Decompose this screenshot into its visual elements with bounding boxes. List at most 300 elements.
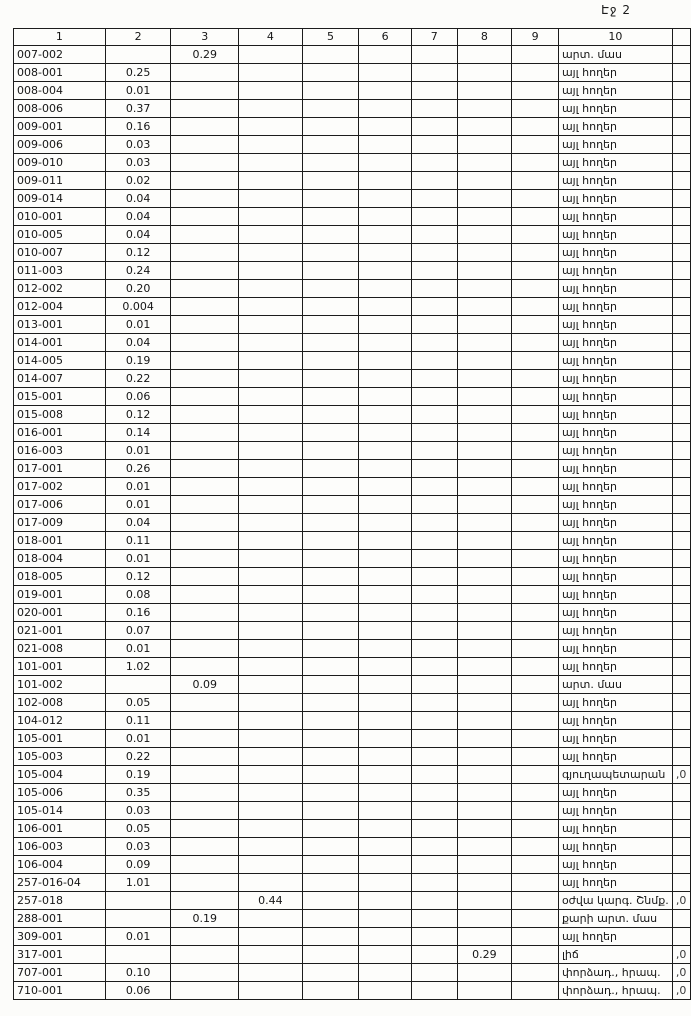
cell-col-4: [239, 676, 303, 694]
cell-col-2: 0.01: [105, 442, 171, 460]
cell-col-3: [171, 370, 239, 388]
cell-col-1: 009-011: [14, 172, 106, 190]
table-body: [14, 46, 691, 1000]
margin-note-header: [672, 29, 690, 46]
cell-col-10: քարի արտ. մաս: [558, 910, 672, 928]
cell-col-10: այլ հողեր: [558, 496, 672, 514]
table-row: [14, 298, 691, 316]
cell-col-1: 106-003: [14, 838, 106, 856]
cell-col-2: 0.19: [105, 766, 171, 784]
cell-col-2: 0.09: [105, 856, 171, 874]
cell-col-4: [239, 82, 303, 100]
cell-col-7: [411, 694, 457, 712]
cell-col-5: [302, 856, 359, 874]
cell-col-5: [302, 208, 359, 226]
cell-col-6: [359, 298, 412, 316]
cell-col-6: [359, 928, 412, 946]
cell-col-3: [171, 82, 239, 100]
margin-note: [672, 460, 690, 478]
cell-col-5: [302, 334, 359, 352]
cell-col-7: [411, 604, 457, 622]
cell-col-9: [512, 730, 559, 748]
cell-col-10: այլ հողեր: [558, 532, 672, 550]
cell-col-4: [239, 334, 303, 352]
cell-col-4: [239, 208, 303, 226]
cell-col-3: [171, 280, 239, 298]
cell-col-4: [239, 712, 303, 730]
cell-col-10: արտ. մաս: [558, 676, 672, 694]
cell-col-7: [411, 550, 457, 568]
cell-col-7: [411, 388, 457, 406]
cell-col-5: [302, 118, 359, 136]
cell-col-9: [512, 604, 559, 622]
cell-col-2: 0.06: [105, 982, 171, 1000]
cell-col-5: [302, 82, 359, 100]
cell-col-8: [457, 748, 512, 766]
margin-note: [672, 64, 690, 82]
cell-col-1: 017-001: [14, 460, 106, 478]
page-number-label: Էջ 2: [601, 3, 631, 17]
margin-note: [672, 226, 690, 244]
cell-col-1: 317-001: [14, 946, 106, 964]
cell-col-2: 1.01: [105, 874, 171, 892]
table-row: [14, 658, 691, 676]
margin-note: ,0: [672, 946, 690, 964]
margin-note: ,0: [672, 766, 690, 784]
cell-col-1: 101-001: [14, 658, 106, 676]
table-row: [14, 712, 691, 730]
cell-col-7: [411, 154, 457, 172]
cell-col-2: 1.02: [105, 658, 171, 676]
cell-col-10: այլ հողեր: [558, 838, 672, 856]
cell-col-7: [411, 928, 457, 946]
cell-col-10: այլ հողեր: [558, 514, 672, 532]
cell-col-3: [171, 964, 239, 982]
cell-col-3: [171, 892, 239, 910]
table-row: [14, 496, 691, 514]
cell-col-4: [239, 226, 303, 244]
cell-col-10: լիճ: [558, 946, 672, 964]
cell-col-6: [359, 874, 412, 892]
cell-col-5: [302, 190, 359, 208]
cell-col-3: [171, 712, 239, 730]
cell-col-10: այլ հողեր: [558, 856, 672, 874]
cell-col-10: այլ հողեր: [558, 100, 672, 118]
cell-col-3: [171, 226, 239, 244]
cell-col-6: [359, 370, 412, 388]
margin-note: [672, 478, 690, 496]
cell-col-3: [171, 190, 239, 208]
table-row: [14, 820, 691, 838]
cell-col-10: այլ հողեր: [558, 658, 672, 676]
cell-col-1: 104-012: [14, 712, 106, 730]
margin-note: [672, 388, 690, 406]
cell-col-4: [239, 46, 303, 64]
cell-col-8: [457, 46, 512, 64]
cell-col-6: [359, 262, 412, 280]
cell-col-5: [302, 406, 359, 424]
margin-note: [672, 802, 690, 820]
cell-col-8: [457, 514, 512, 532]
cell-col-10: այլ հողեր: [558, 478, 672, 496]
cell-col-9: [512, 46, 559, 64]
cell-col-1: 008-006: [14, 100, 106, 118]
table-row: [14, 766, 691, 784]
cell-col-10: այլ հողեր: [558, 568, 672, 586]
cell-col-5: [302, 424, 359, 442]
cell-col-10: գյուղապետարան: [558, 766, 672, 784]
cell-col-5: [302, 928, 359, 946]
cell-col-1: 288-001: [14, 910, 106, 928]
cell-col-7: [411, 442, 457, 460]
cell-col-2: 0.26: [105, 460, 171, 478]
cell-col-10: այլ հողեր: [558, 748, 672, 766]
table-row: [14, 388, 691, 406]
cell-col-3: [171, 64, 239, 82]
cell-col-4: [239, 370, 303, 388]
margin-note: [672, 136, 690, 154]
cell-col-1: 009-001: [14, 118, 106, 136]
table-row: [14, 856, 691, 874]
cell-col-9: [512, 514, 559, 532]
cell-col-8: [457, 136, 512, 154]
cell-col-2: 0.08: [105, 586, 171, 604]
cell-col-7: [411, 136, 457, 154]
cell-col-7: [411, 226, 457, 244]
cell-col-7: [411, 190, 457, 208]
cell-col-8: [457, 334, 512, 352]
cell-col-4: [239, 154, 303, 172]
cell-col-4: [239, 352, 303, 370]
cell-col-1: 105-014: [14, 802, 106, 820]
cell-col-4: [239, 478, 303, 496]
cell-col-1: 020-001: [14, 604, 106, 622]
cell-col-6: [359, 208, 412, 226]
margin-note: [672, 316, 690, 334]
cell-col-6: [359, 154, 412, 172]
cell-col-6: [359, 406, 412, 424]
cell-col-5: [302, 262, 359, 280]
cell-col-4: [239, 982, 303, 1000]
cell-col-4: [239, 838, 303, 856]
table-row: [14, 892, 691, 910]
cell-col-2: 0.16: [105, 118, 171, 136]
cell-col-9: [512, 874, 559, 892]
cell-col-9: [512, 118, 559, 136]
cell-col-3: [171, 136, 239, 154]
cell-col-8: [457, 460, 512, 478]
margin-note: ,0: [672, 964, 690, 982]
cell-col-10: այլ հողեր: [558, 316, 672, 334]
cell-col-5: [302, 676, 359, 694]
cell-col-1: 105-004: [14, 766, 106, 784]
cell-col-9: [512, 640, 559, 658]
cell-col-7: [411, 424, 457, 442]
cell-col-1: 017-006: [14, 496, 106, 514]
cell-col-10: այլ հողեր: [558, 586, 672, 604]
cell-col-8: [457, 406, 512, 424]
cell-col-5: [302, 172, 359, 190]
margin-note: [672, 352, 690, 370]
cell-col-9: [512, 802, 559, 820]
cell-col-5: [302, 730, 359, 748]
table-row: [14, 568, 691, 586]
cell-col-4: [239, 316, 303, 334]
cell-col-1: 021-008: [14, 640, 106, 658]
cell-col-1: 017-002: [14, 478, 106, 496]
margin-note: [672, 244, 690, 262]
cell-col-8: [457, 154, 512, 172]
table-row: [14, 730, 691, 748]
cell-col-5: [302, 604, 359, 622]
cell-col-1: 009-014: [14, 190, 106, 208]
cell-col-7: [411, 802, 457, 820]
cell-col-7: [411, 64, 457, 82]
cell-col-2: 0.10: [105, 964, 171, 982]
cell-col-4: [239, 262, 303, 280]
cell-col-4: [239, 298, 303, 316]
cell-col-1: 015-001: [14, 388, 106, 406]
cell-col-9: [512, 82, 559, 100]
cell-col-6: [359, 982, 412, 1000]
cell-col-10: արտ. մաս: [558, 46, 672, 64]
cell-col-10: օժվա կարգ. Շնմք.: [558, 892, 672, 910]
margin-note: [672, 370, 690, 388]
cell-col-1: 105-001: [14, 730, 106, 748]
cell-col-8: [457, 658, 512, 676]
cell-col-6: [359, 388, 412, 406]
cell-col-7: [411, 514, 457, 532]
cell-col-7: [411, 244, 457, 262]
cell-col-9: [512, 460, 559, 478]
cell-col-6: [359, 892, 412, 910]
cell-col-3: [171, 514, 239, 532]
cell-col-3: [171, 100, 239, 118]
margin-note: ,0: [672, 982, 690, 1000]
cell-col-1: 015-008: [14, 406, 106, 424]
cell-col-5: [302, 388, 359, 406]
margin-note: [672, 172, 690, 190]
cell-col-3: [171, 478, 239, 496]
cell-col-3: [171, 622, 239, 640]
table-row: [14, 280, 691, 298]
cell-col-2: 0.25: [105, 64, 171, 82]
cell-col-7: [411, 172, 457, 190]
table-row: [14, 334, 691, 352]
cell-col-8: [457, 892, 512, 910]
cell-col-4: [239, 784, 303, 802]
cell-col-8: [457, 478, 512, 496]
table-row: [14, 64, 691, 82]
cell-col-8: [457, 190, 512, 208]
cell-col-10: այլ հողեր: [558, 640, 672, 658]
cell-col-7: [411, 262, 457, 280]
margin-note: [672, 622, 690, 640]
margin-note: [672, 586, 690, 604]
cell-col-3: [171, 820, 239, 838]
table-row: [14, 352, 691, 370]
cell-col-5: [302, 550, 359, 568]
cell-col-7: [411, 46, 457, 64]
cell-col-9: [512, 190, 559, 208]
cell-col-2: 0.14: [105, 424, 171, 442]
cell-col-6: [359, 586, 412, 604]
table-row: [14, 478, 691, 496]
table-row: [14, 550, 691, 568]
cell-col-6: [359, 100, 412, 118]
table-row: [14, 82, 691, 100]
cell-col-8: [457, 820, 512, 838]
table-header: [14, 29, 691, 46]
cell-col-7: [411, 532, 457, 550]
cell-col-8: [457, 676, 512, 694]
cell-col-3: [171, 784, 239, 802]
cell-col-9: [512, 532, 559, 550]
cell-col-3: 0.29: [171, 46, 239, 64]
cell-col-1: 008-001: [14, 64, 106, 82]
cell-col-2: 0.01: [105, 730, 171, 748]
margin-note: [672, 82, 690, 100]
cell-col-6: [359, 442, 412, 460]
table-row: [14, 748, 691, 766]
cell-col-9: [512, 280, 559, 298]
cell-col-6: [359, 622, 412, 640]
cell-col-1: 309-001: [14, 928, 106, 946]
cell-col-6: [359, 46, 412, 64]
cell-col-6: [359, 838, 412, 856]
cell-col-2: 0.20: [105, 280, 171, 298]
header-row: [14, 29, 691, 46]
cell-col-7: [411, 100, 457, 118]
cell-col-6: [359, 856, 412, 874]
cell-col-2: 0.11: [105, 712, 171, 730]
cell-col-1: 014-001: [14, 334, 106, 352]
cell-col-3: [171, 640, 239, 658]
margin-note: ,0: [672, 892, 690, 910]
table-row: [14, 208, 691, 226]
cell-col-5: [302, 838, 359, 856]
cell-col-9: [512, 766, 559, 784]
cell-col-9: [512, 424, 559, 442]
cell-col-1: 011-003: [14, 262, 106, 280]
table-row: [14, 676, 691, 694]
cell-col-8: [457, 856, 512, 874]
cell-col-2: 0.07: [105, 622, 171, 640]
cell-col-4: 0.44: [239, 892, 303, 910]
table-row: [14, 874, 691, 892]
cell-col-7: [411, 712, 457, 730]
table-row: [14, 370, 691, 388]
column-header: 4: [239, 29, 303, 46]
table-row: [14, 46, 691, 64]
cell-col-10: այլ հողեր: [558, 622, 672, 640]
cell-col-10: այլ հողեր: [558, 352, 672, 370]
cell-col-7: [411, 622, 457, 640]
cell-col-5: [302, 136, 359, 154]
cell-col-10: այլ հողեր: [558, 388, 672, 406]
table-row: [14, 406, 691, 424]
cell-col-8: [457, 64, 512, 82]
table-row: [14, 442, 691, 460]
cell-col-7: [411, 892, 457, 910]
margin-note: [672, 910, 690, 928]
cell-col-5: [302, 442, 359, 460]
cell-col-7: [411, 568, 457, 586]
cell-col-6: [359, 82, 412, 100]
cell-col-4: [239, 604, 303, 622]
cell-col-9: [512, 892, 559, 910]
cell-col-3: [171, 550, 239, 568]
cell-col-4: [239, 964, 303, 982]
cell-col-9: [512, 658, 559, 676]
margin-note: [672, 280, 690, 298]
cell-col-8: [457, 388, 512, 406]
table-row: [14, 694, 691, 712]
cell-col-1: 014-005: [14, 352, 106, 370]
cell-col-10: այլ հողեր: [558, 712, 672, 730]
cell-col-4: [239, 442, 303, 460]
cell-col-5: [302, 694, 359, 712]
cell-col-9: [512, 154, 559, 172]
cell-col-3: 0.19: [171, 910, 239, 928]
cell-col-10: այլ հողեր: [558, 154, 672, 172]
cell-col-2: 0.03: [105, 802, 171, 820]
cell-col-9: [512, 586, 559, 604]
cell-col-5: [302, 640, 359, 658]
cell-col-5: [302, 154, 359, 172]
cell-col-5: [302, 316, 359, 334]
cell-col-9: [512, 262, 559, 280]
cell-col-6: [359, 280, 412, 298]
cell-col-5: [302, 64, 359, 82]
cell-col-9: [512, 622, 559, 640]
cell-col-4: [239, 550, 303, 568]
cell-col-4: [239, 532, 303, 550]
cell-col-7: [411, 748, 457, 766]
cell-col-7: [411, 118, 457, 136]
cell-col-3: [171, 928, 239, 946]
cell-col-6: [359, 118, 412, 136]
cell-col-1: 009-006: [14, 136, 106, 154]
margin-note: [672, 100, 690, 118]
margin-note: [672, 262, 690, 280]
margin-note: [672, 604, 690, 622]
cell-col-7: [411, 730, 457, 748]
cell-col-8: [457, 244, 512, 262]
cell-col-4: [239, 730, 303, 748]
cell-col-1: 012-004: [14, 298, 106, 316]
cell-col-10: այլ հողեր: [558, 64, 672, 82]
cell-col-8: [457, 352, 512, 370]
cell-col-7: [411, 82, 457, 100]
cell-col-9: [512, 406, 559, 424]
cell-col-9: [512, 982, 559, 1000]
cell-col-2: 0.004: [105, 298, 171, 316]
cell-col-3: [171, 442, 239, 460]
cell-col-8: [457, 100, 512, 118]
cell-col-9: [512, 964, 559, 982]
cell-col-6: [359, 784, 412, 802]
table-row: [14, 910, 691, 928]
cell-col-9: [512, 550, 559, 568]
margin-note: [672, 856, 690, 874]
cell-col-4: [239, 802, 303, 820]
cell-col-10: այլ հողեր: [558, 406, 672, 424]
cell-col-4: [239, 622, 303, 640]
cell-col-8: [457, 316, 512, 334]
cell-col-4: [239, 586, 303, 604]
cell-col-10: փորձադ., հրապ.: [558, 964, 672, 982]
